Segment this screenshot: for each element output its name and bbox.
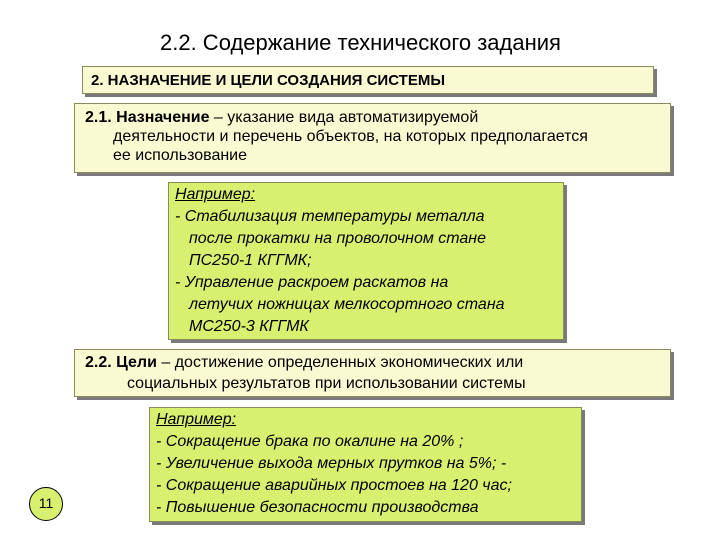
purpose-line-2: деятельности и перечень объектов, на которых предполагается: [113, 128, 588, 145]
goals-term: 2.2. Цели: [85, 354, 157, 371]
purpose-term: 2.1. Назначение: [85, 109, 210, 126]
example-item: - Увеличение выхода мерных прутков на 5%; -: [156, 455, 507, 472]
example-item: - Управление раскроем раскатов на: [175, 274, 449, 291]
section-header: 2. НАЗНАЧЕНИЕ И ЦЕЛИ СОЗДАНИЯ СИСТЕМЫ: [82, 66, 654, 94]
example-item-continued: ПС250-1 КГГМК;: [189, 252, 312, 269]
goals-line-1: [85, 352, 660, 373]
slide-title: 2.2. Содержание технического задания: [160, 30, 561, 55]
example-heading: Например:: [156, 411, 237, 428]
purpose-line-3: ее использование: [113, 147, 248, 164]
example-item: - Сокращение брака по окалине на 20% ;: [156, 433, 464, 450]
example-item: - Стабилизация температуры металла: [175, 208, 485, 225]
page-number-badge: 11: [29, 487, 63, 521]
purpose-box: [74, 103, 671, 173]
example-item-continued: летучих ножницах мелкосортного стана: [189, 296, 505, 313]
example-item: - Повышение безопасности производства: [156, 499, 479, 516]
example-item-continued: после прокатки на проволочном стане: [189, 230, 486, 247]
example-box-goals: [149, 407, 582, 522]
example-box-purpose: [168, 182, 564, 340]
example-heading: Например:: [175, 186, 256, 203]
purpose-text: – указание вида автоматизируемой: [209, 109, 479, 126]
example-item-continued: МС250-3 КГГМК: [189, 318, 309, 335]
purpose-line-1: [85, 108, 660, 127]
goals-text: – достижение определенных экономических или: [156, 354, 524, 371]
example-item: - Сокращение аварийных простоев на 120 час;: [156, 477, 512, 494]
goals-line-2: социальных результатов при использовании системы: [127, 375, 526, 392]
goals-box: [74, 349, 671, 397]
